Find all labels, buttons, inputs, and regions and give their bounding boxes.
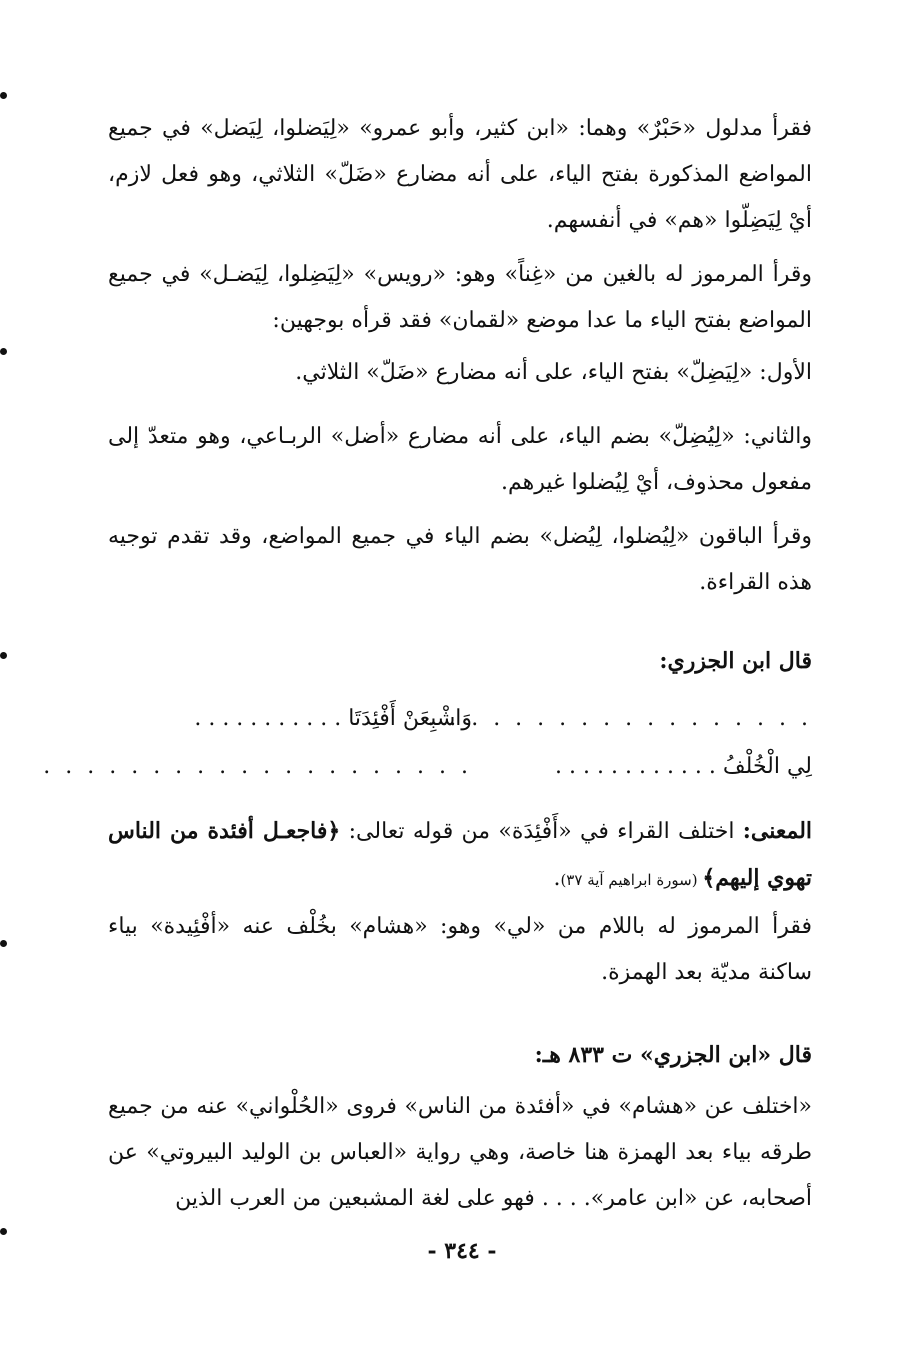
quran-quote: ﴿فاجعـل أفئدة من الناس تهوي إليهم﴾ <box>108 818 812 891</box>
margin-mark <box>0 1228 7 1235</box>
paragraph-meaning <box>108 808 812 903</box>
margin-mark <box>0 348 7 355</box>
verse-line-2 <box>43 744 812 790</box>
margin-mark <box>0 652 7 659</box>
paragraph-1: فقرأ مدلول «حَبْرٌ» وهما: «ابن كثير، وأبو عمرو» «لِيَضلوا، لِيَضل» في جميع المواضع المذكورة بفتح الياء، على أنه مضارع «ضَلّ» الثلاثي، وهو فعل لازم، أيْ لِيَضِلّوا «هم» في أنفسهم. <box>108 116 812 233</box>
paragraph-3: الأول: «لِيَضِلّ» بفتح الياء، على أنه مضارع «ضَلّ» الثلاثي. <box>295 360 812 385</box>
page-number: - ٣٤٤ - <box>427 1238 497 1264</box>
verse-2-right: لِي الْخُلْفُ . . . . . . . . . . . . <box>555 754 812 779</box>
paragraph-2: وقرأ المرموز له بالغين من «غِناً» وهو: «رويس» «لِيَضِلوا، لِيَضـل» في جميع المواضع بفتح الياء ما عدا موضع «لقمان» فقد قرأه بوجهين: <box>108 262 812 333</box>
heading-ibn-aljazari: قال ابن الجزري: <box>659 648 812 674</box>
meaning-text: اختلف القراء في «أَفْئِدَة» من قوله تعالى: <box>340 819 743 844</box>
paragraph-7: فقرأ المرموز له باللام من «لي» وهو: «هشام» بخُلْف عنه «أفْئِيدة» بياء ساكنة مديّة بعد الهمزة. <box>108 914 812 985</box>
meaning-end: . <box>553 866 561 891</box>
verse-2-left: . . . . . . . . . . . . . . . . . . . . <box>43 754 472 779</box>
meaning-label: المعنى: <box>742 818 813 844</box>
paragraph-8: «اختلف عن «هشام» في «أفئدة من الناس» فروى «الحُلْواني» عنه من جميع طرقه بياء بعد الهمزة هنا خاصة، وهي رواية «العباس بن الوليد البيروتي» عن أصحابه، عن «ابن عامر». . . . فهو على لغة المشبعين من العرب الذين <box>108 1094 812 1211</box>
margin-mark <box>0 92 7 99</box>
verse-1-left: وَاشْبِعَنْ أَفْئِدَتَا . . . . . . . . . . . <box>194 706 472 731</box>
verse-1-right: . . . . . . . . . . . . . . . . . . <box>427 706 812 731</box>
verse-line-1 <box>172 696 812 742</box>
paragraph-5: وقرأ الباقون «لِيُضلوا، لِيُضل» بضم الياء في جميع المواضع، وقد تقدم توجيه هذه القراءة. <box>108 524 812 595</box>
quran-reference: (سورة ابراهيم آية ٣٧) <box>560 871 703 889</box>
paragraph-4: والثاني: «لِيُضِلّ» بضم الياء، على أنه مضارع «أضل» الربـاعي، وهو متعدّ إلى مفعول محذوف، أيْ لِيُضلوا غيرهم. <box>108 424 812 495</box>
margin-mark <box>0 940 7 947</box>
heading-ibn-aljazari-833: قال «ابن الجزري» ت ٨٣٣ هـ: <box>534 1042 812 1068</box>
